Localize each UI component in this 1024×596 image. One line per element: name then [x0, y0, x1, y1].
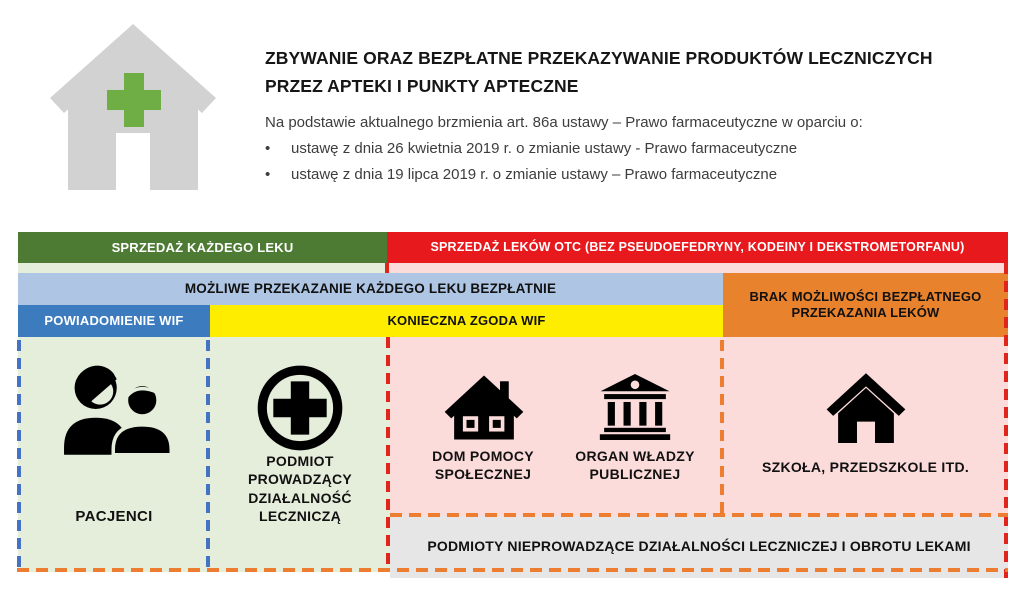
- dashed-border-right-red: [1004, 263, 1008, 578]
- band-no-free-transfer: BRAK MOŻLIWOŚCI BEZPŁATNEGO PRZEKAZANIA LEKÓW: [723, 273, 1008, 337]
- dashed-top-footer-band: [390, 513, 1008, 517]
- bullet-item: [265, 136, 985, 162]
- label-medical-entity: PODMIOT PROWADZĄCY DZIAŁALNOŚĆ LECZNICZĄ: [247, 453, 353, 525]
- label-school: SZKOŁA, PRZEDSZKOLE ITD.: [761, 459, 970, 475]
- label-public-authority: ORGAN WŁADZY PUBLICZNEJ: [575, 448, 695, 483]
- bullet-item: [265, 162, 985, 188]
- strip-green-side: [18, 263, 385, 273]
- intro-text: Na podstawie aktualnego brzmienia art. 86a ustawy – Prawo farmaceutyczne w oparciu o:: [265, 114, 863, 131]
- care-home-icon: [443, 374, 525, 441]
- divider-red-dash-strip: [385, 263, 389, 273]
- band-wif-notification: POWIADOMIENIE WIF: [18, 305, 210, 337]
- dashed-divider-blue: [206, 340, 210, 571]
- band-sale-every-drug: SPRZEDAŻ KAŻDEGO LEKU: [18, 232, 387, 263]
- band-wif-consent: KONIECZNA ZGODA WIF: [210, 305, 723, 337]
- strip-pink-side: [389, 263, 1008, 273]
- label-care-home: DOM POMOCY SPOŁECZNEJ: [432, 448, 534, 483]
- patients-icon: [57, 363, 173, 455]
- page-title: [265, 44, 995, 100]
- bullet-text: ustawę z dnia 19 lipca 2019 r. o zmianie ustawy – Prawo farmaceutyczne: [291, 166, 778, 183]
- dashed-divider-orange: [720, 340, 724, 516]
- page-title-line2: PRZEZ APTEKI I PUNKTY APTECZNE: [265, 76, 579, 96]
- dashed-divider-red: [386, 337, 390, 571]
- page-title-line1: ZBYWANIE ORAZ BEZPŁATNE PRZEKAZYWANIE PRODUKTÓW LECZNICZYCH: [265, 48, 933, 68]
- band-free-transfer-possible: MOŻLIWE PRZEKAZANIE KAŻDEGO LEKU BEZPŁATNIE: [18, 273, 723, 305]
- pharmacy-house-icon: [42, 16, 224, 192]
- intro-block: [265, 110, 985, 188]
- column-care-home-authority: [390, 337, 723, 516]
- bullet-dot: •: [265, 140, 271, 157]
- label-patients: PACJENCI: [75, 508, 153, 525]
- bullet-dot: •: [265, 166, 271, 183]
- school-house-icon: [825, 373, 907, 444]
- dashed-border-left-blue: [17, 340, 21, 571]
- footer-band-non-medical-entities: PODMIOTY NIEPROWADZĄCE DZIAŁALNOŚCI LECZNICZEJ I OBROTU LEKAMI: [390, 516, 1008, 578]
- bullet-text: ustawę z dnia 26 kwietnia 2019 r. o zmianie ustawy - Prawo farmaceutyczne: [291, 140, 798, 157]
- band-sale-otc: SPRZEDAŻ LEKÓW OTC (BEZ PSEUDOEFEDRYNY, KODEINY I DEKSTROMETORFANU): [387, 232, 1008, 263]
- dashed-border-bottom: [17, 568, 1008, 572]
- medical-cross-icon: [254, 362, 346, 454]
- public-authority-icon: [599, 374, 671, 440]
